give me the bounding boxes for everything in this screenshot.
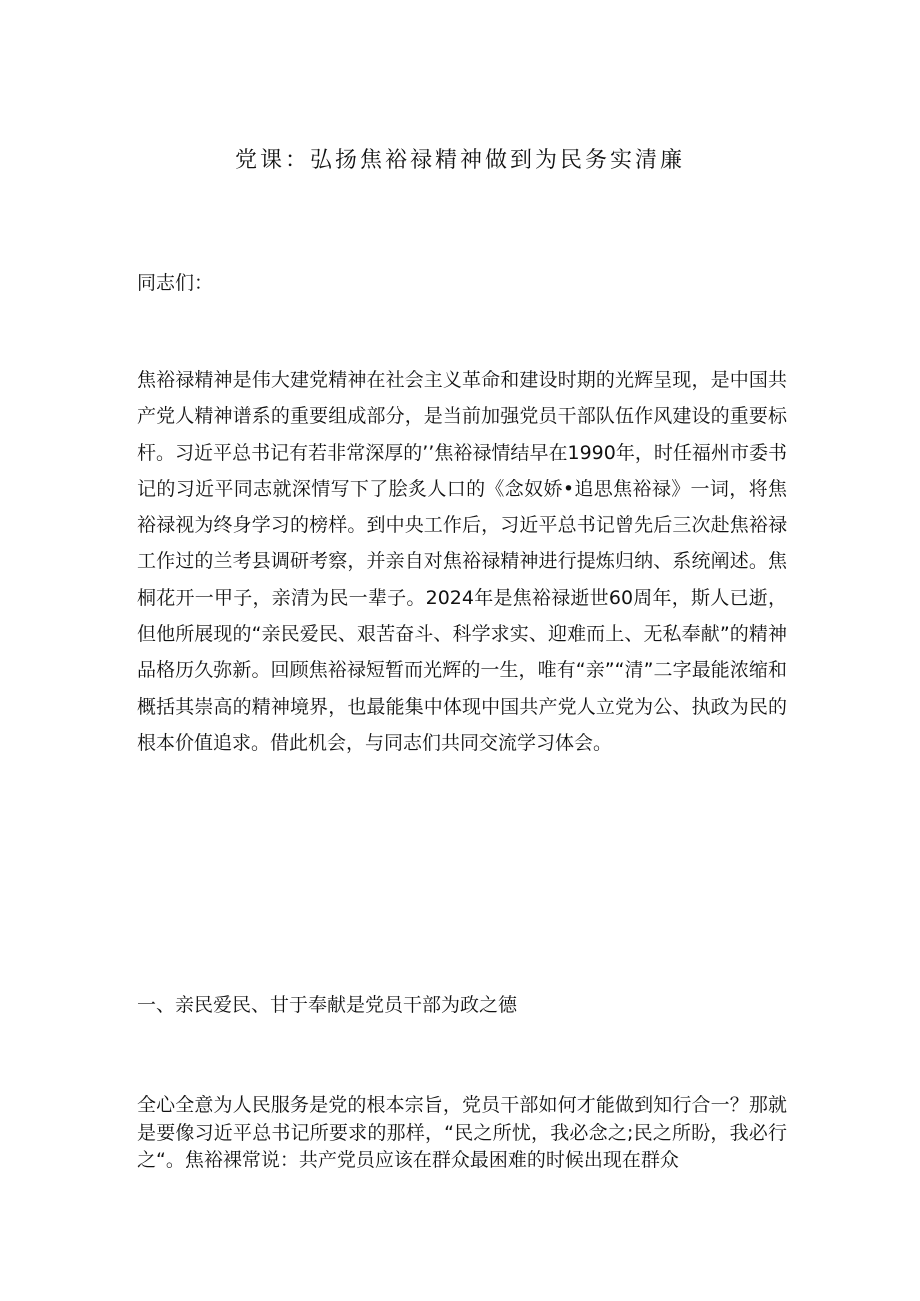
greeting: 同志们：	[137, 272, 214, 294]
section-heading-1: 一、亲民爱民、甘于奉献是党员干部为政之德	[137, 994, 518, 1016]
paragraph-intro: 焦裕禄精神是伟大建党精神在社会主义革命和建设时期的光辉呈现，是中国共产党人精神谱系的重要组成部分，是当前加强党员干部队伍作风建设的重要标杆。习近平总书记有若非常深厚的’’焦裕禄情结早在1990年，时任福州市委书记的习近平同志就深情写下了脍炙人口的《念奴娇•追思焦裕禄》一词，将焦裕禄视为终身学习的榜样。到中央工作后，习近平总书记曾先后三次赴焦裕禄工作过的兰考县调研考察，并亲自对焦裕禄精神进行提炼归纳、系统阐述。焦桐花开一甲子，亲清为民一辈子。2024年是焦裕禄逝世60周年，斯人已逝，但他所展现的“亲民爱民、艰苦奋斗、科学求实、迎难而上、无私奉献”的精神品格历久弥新。回顾焦裕禄短暂而光辉的一生，唯有“亲”“清”二字最能浓缩和概括其崇高的精神境界，也最能集中体现中国共产党人立党为公、执政为民的根本价值追求。借此机会，与同志们共同交流学习体会。	[137, 369, 787, 754]
document-title: 党课：弘扬焦裕禄精神做到为民务实清廉	[234, 148, 685, 173]
paragraph-section-1: 全心全意为人民服务是党的根本宗旨，党员干部如何才能做到知行合一？那就是要像习近平总书记所要求的那样，“民之所忧，我必念之;民之所盼，我必行之“。焦裕裸常说：共产党员应该在群众最困难的时候出现在群众	[137, 1094, 787, 1171]
